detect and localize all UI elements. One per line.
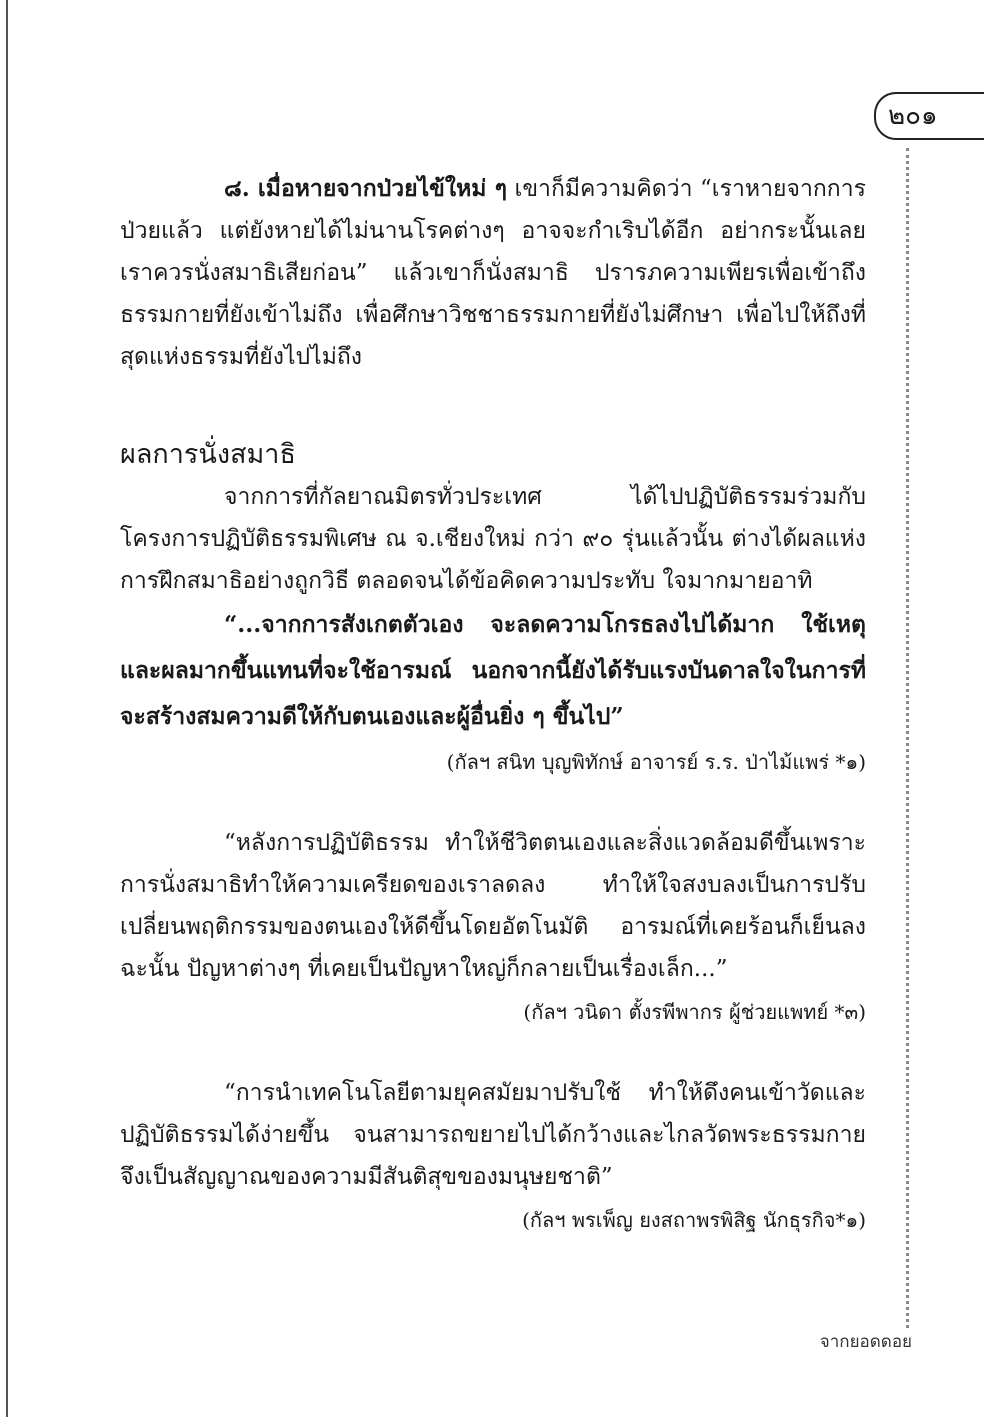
section-8-paragraph — [120, 168, 866, 378]
section-8-lead: ๘. เมื่อหายจากป่วยไข้ใหม่ ๆ — [224, 175, 507, 202]
quote-2-text: “หลังการปฏิบัติธรรม ทำให้ชีวิตตนเองและสิ่งแวดล้อมดีขึ้นเพราะการนั่งสมาธิทำให้ความเครียดของเราลดลง ทำให้ใจสงบลงเป็นการปรับเปลี่ยนพฤติกรรมของตนเองให้ดีขึ้นโดยอัตโนมัติ อารมณ์ที่เคยร้อนก็เย็นลง ฉะนั้น ปัญหาต่างๆ ที่เคยเป็นปัญหาใหญ่ก็กลายเป็นเรื่องเล็ก...” — [120, 830, 866, 982]
quote-3-text: “การนำเทคโนโลยีตามยุคสมัยมาปรับใช้ ทำให้ดึงคนเข้าวัดและปฏิบัติธรรมได้ง่ายขึ้น จนสามารถขยายไปได้กว้างและไกลวัดพระธรรมกายจึงเป็นสัญญาณของความมีสันติสุขของมนุษยชาติ” — [120, 1080, 866, 1190]
quote-1-text: “...จากการสังเกตตัวเอง จะลดความโกรธลงไปได้มาก ใช้เหตุและผลมากขึ้นแทนที่จะใช้อารมณ์ นอกจากนี้ยังได้รับแรงบันดาลใจในการที่จะสร้างสมความดีให้กับตนเองและผู้อื่นยิ่ง ๆ ขึ้นไป” — [120, 611, 866, 730]
quote-3-attribution: (กัลฯ พรเพ็ญ ยงสถาพรพิสิฐ นักธุรกิจ*๑) — [522, 1208, 866, 1232]
quote-2-attribution: (กัลฯ วนิดา ตั้งรพีพากร ผู้ช่วยแพทย์ *๓) — [523, 1000, 866, 1024]
results-intro: จากการที่กัลยาณมิตรทั่วประเทศ ได้ไปปฏิบัติธรรมร่วมกับโครงการปฏิบัติธรรมพิเศษ ณ จ.เชียงใหม่ กว่า ๙๐ รุ่นแล้วนั้น ต่างได้ผลแห่งการฝึกสมาธิอย่างถูกวิธี ตลอดจนได้ข้อคิดความประทับ ใจมากมายอาทิ — [120, 484, 866, 594]
page-left-border — [6, 0, 8, 1417]
page-number: ๒๐๑ — [874, 92, 984, 140]
section-heading: ผลการนั่งสมาธิ — [120, 439, 296, 470]
dotted-margin-rule — [906, 148, 909, 1328]
section-8-text: เขาก็มีความคิดว่า “เราหายจากการป่วยแล้ว แต่ยังหายได้ไม่นานโรคต่างๆ อาจจะกำเริบได้อีก อย่ากระนั้นเลย เราควรนั่งสมาธิเสียก่อน” แล้วเขาก็นั่งสมาธิ ปรารภความเพียรเพื่อเข้าถึงธรรมกายที่ยังเข้าไม่ถึง เพื่อศึกษาวิชชาธรรมกายที่ยังไม่ศึกษา เพื่อไปให้ถึงที่สุดแห่งธรรมที่ยังไปไม่ถึง — [120, 176, 866, 370]
footer-book-title: จากยอดดอย — [819, 1332, 912, 1352]
page-content — [120, 168, 866, 1240]
quote-1-attribution: (กัลฯ สนิท บุญพิทักษ์ อาจารย์ ร.ร. ป่าไม้แพร่ *๑) — [446, 750, 866, 774]
